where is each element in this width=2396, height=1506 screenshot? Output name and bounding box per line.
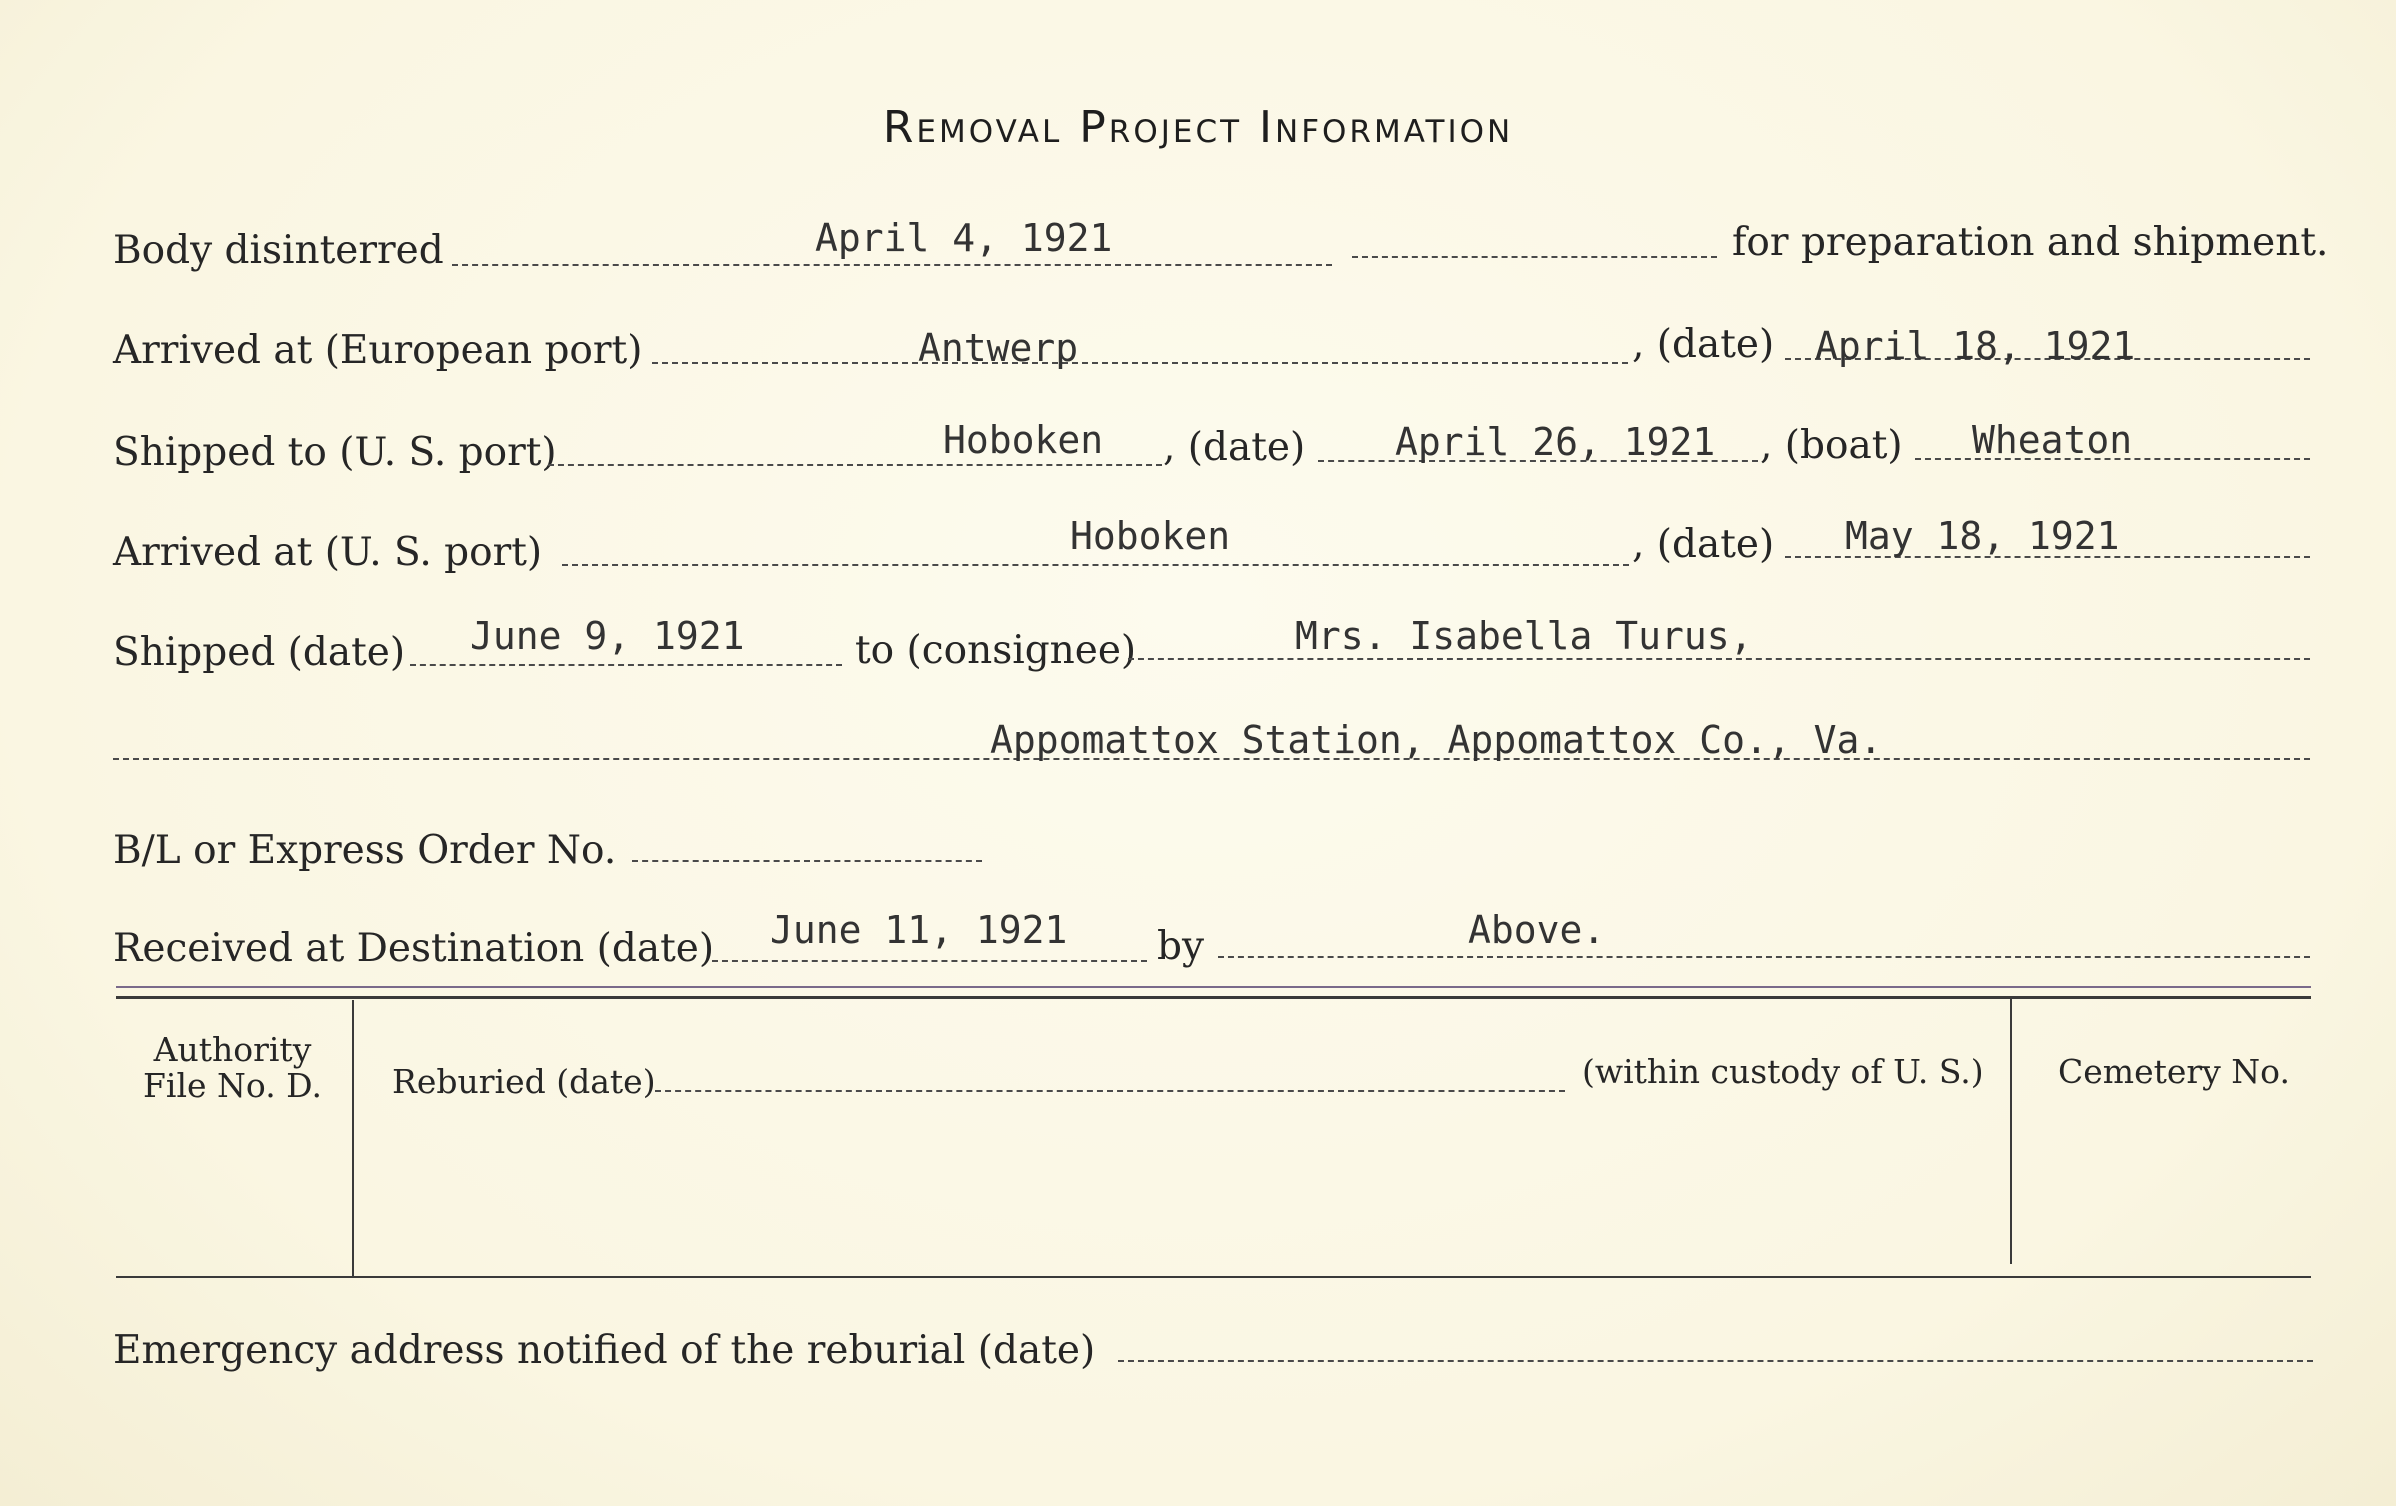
shipped-date-label: Shipped (date) [113, 630, 406, 675]
arrived-us-date-value[interactable]: May 18, 1921 [1845, 514, 2120, 558]
emergency-label: Emergency address notified of the reburial (date) [113, 1328, 1096, 1373]
emergency-line [1118, 1360, 2313, 1362]
box-divider-right [2010, 996, 2012, 1264]
arrived-us-line [562, 564, 1629, 566]
shipped-us-line [548, 464, 1162, 466]
box-bottom-rule [116, 1276, 2311, 1278]
box-top-rule-1 [116, 986, 2311, 988]
body-disinterred-value[interactable]: April 4, 1921 [815, 216, 1113, 260]
body-disinterred-suffix: for preparation and shipment. [1732, 220, 2329, 265]
shipped-date-value[interactable]: June 9, 1921 [470, 614, 745, 658]
box-top-rule-2 [116, 996, 2311, 999]
custody-label: (within custody of U. S.) [1582, 1052, 1984, 1091]
consignee-label: to (consignee) [855, 628, 1137, 673]
arrived-us-date-label: , (date) [1632, 522, 1775, 567]
authority-line2: File No. D. [143, 1066, 322, 1105]
body-disinterred-label: Body disinterred [113, 228, 444, 273]
shipped-us-date-label: , (date) [1163, 425, 1306, 470]
box-divider-left [352, 1000, 354, 1276]
reburied-label: Reburied (date) [392, 1062, 656, 1101]
received-label: Received at Destination (date) [113, 926, 715, 971]
consignee-address-value[interactable]: Appomattox Station, Appomattox Co., Va. [990, 718, 1883, 762]
shipped-us-boat-value[interactable]: Wheaton [1972, 418, 2133, 462]
arrived-european-date-label: , (date) [1632, 322, 1775, 367]
bl-line [632, 860, 982, 862]
shipped-us-value[interactable]: Hoboken [943, 418, 1104, 462]
arrived-european-value[interactable]: Antwerp [918, 326, 1079, 370]
cemetery-label: Cemetery No. [2058, 1052, 2290, 1091]
consignee-value[interactable]: Mrs. Isabella Turus, [1295, 614, 1753, 658]
bl-label: B/L or Express Order No. [113, 828, 617, 873]
arrived-european-label: Arrived at (European port) [113, 328, 643, 373]
arrived-european-line [652, 362, 1628, 364]
received-value[interactable]: June 11, 1921 [770, 908, 1068, 952]
received-by-line [1218, 956, 2310, 958]
body-disinterred-line-2 [1352, 256, 1717, 258]
received-by-label: by [1157, 924, 1204, 969]
shipped-us-date-value[interactable]: April 26, 1921 [1395, 420, 1716, 464]
arrived-european-date-value[interactable]: April 18, 1921 [1815, 324, 2136, 368]
received-by-value[interactable]: Above. [1468, 908, 1606, 952]
arrived-us-value[interactable]: Hoboken [1070, 514, 1231, 558]
shipped-us-boat-label: , (boat) [1760, 423, 1903, 468]
shipped-us-label: Shipped to (U. S. port) [113, 430, 557, 475]
authority-line1: Authority [153, 1030, 312, 1069]
reburied-line [655, 1090, 1565, 1092]
shipped-date-line [410, 664, 842, 666]
received-line [712, 960, 1147, 962]
page-title: Removal Project Information [882, 102, 1514, 153]
arrived-us-label: Arrived at (U. S. port) [113, 530, 543, 575]
body-disinterred-line [452, 264, 1332, 266]
consignee-line [1128, 658, 2310, 660]
